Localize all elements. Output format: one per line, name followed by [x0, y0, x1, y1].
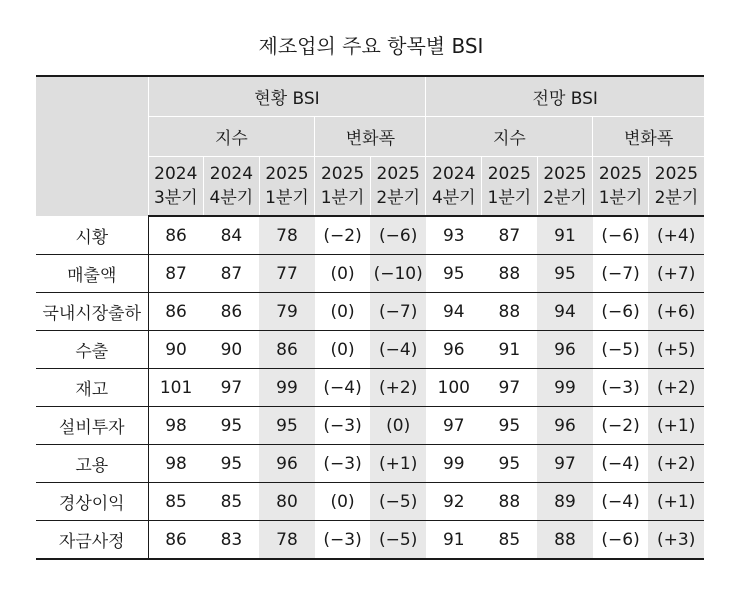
table-cell: (−4)	[315, 369, 371, 407]
row-label: 매출액	[36, 255, 148, 293]
period-year: 2024	[209, 164, 254, 184]
period-quarter: 1분기	[598, 188, 643, 208]
period-header	[204, 157, 260, 217]
table-cell: 95	[204, 445, 260, 483]
table-row	[36, 216, 704, 255]
period-year: 2025	[265, 164, 309, 184]
table-cell: 86	[148, 216, 204, 255]
period-header	[315, 157, 371, 217]
table-cell: 97	[426, 407, 482, 445]
table-cell: 78	[259, 216, 315, 255]
row-label: 수출	[36, 331, 148, 369]
table-cell: (−3)	[315, 407, 371, 445]
table-cell: (−6)	[370, 216, 426, 255]
table-cell: 88	[482, 255, 538, 293]
table-cell: 84	[204, 216, 260, 255]
table-cell: (+1)	[370, 445, 426, 483]
table-cell: 99	[426, 445, 482, 483]
period-header	[537, 157, 593, 217]
table-cell: 91	[482, 331, 538, 369]
bsi-table	[36, 75, 704, 560]
table-cell: (−4)	[593, 445, 649, 483]
period-quarter: 4분기	[431, 188, 476, 208]
table-cell: 95	[482, 407, 538, 445]
table-cell: (0)	[315, 255, 371, 293]
table-cell: 88	[537, 521, 593, 560]
row-label: 자금사정	[36, 521, 148, 560]
row-label: 설비투자	[36, 407, 148, 445]
table-cell: (+3)	[648, 521, 704, 560]
table-cell: (+1)	[648, 483, 704, 521]
table-row	[36, 407, 704, 445]
table-cell: (−3)	[315, 521, 371, 560]
table-cell: 95	[426, 255, 482, 293]
group-header-current: 현황 BSI	[148, 76, 426, 117]
subgroup-header-change: 변화폭	[593, 117, 704, 157]
table-cell: 96	[537, 331, 593, 369]
table-cell: 88	[482, 483, 538, 521]
row-label: 경상이익	[36, 483, 148, 521]
table-cell: (−4)	[593, 483, 649, 521]
table-cell: 97	[482, 369, 538, 407]
period-header	[370, 157, 426, 217]
table-cell: 101	[148, 369, 204, 407]
table-cell: (0)	[370, 407, 426, 445]
table-cell: 94	[426, 293, 482, 331]
subgroup-header-index: 지수	[426, 117, 593, 157]
table-cell: (0)	[315, 483, 371, 521]
period-quarter: 1분기	[320, 188, 365, 208]
table-cell: (−10)	[370, 255, 426, 293]
period-year: 2025	[654, 164, 699, 184]
period-year: 2025	[598, 164, 643, 184]
table-cell: 96	[259, 445, 315, 483]
table-cell: 79	[259, 293, 315, 331]
period-year: 2024	[432, 164, 476, 184]
table-cell: 86	[204, 293, 260, 331]
table-cell: 86	[148, 293, 204, 331]
period-year: 2025	[376, 164, 420, 184]
table-cell: 91	[426, 521, 482, 560]
period-year: 2025	[320, 164, 365, 184]
table-cell: 85	[148, 483, 204, 521]
table-cell: (−5)	[370, 521, 426, 560]
table-cell: 99	[537, 369, 593, 407]
table-cell: (0)	[315, 293, 371, 331]
table-cell: (−3)	[315, 445, 371, 483]
table-cell: 88	[482, 293, 538, 331]
group-header-outlook: 전망 BSI	[426, 76, 704, 117]
table-cell: (−7)	[370, 293, 426, 331]
period-year: 2025	[487, 164, 531, 184]
period-year: 2025	[543, 164, 587, 184]
table-cell: 86	[148, 521, 204, 560]
table-cell: 83	[204, 521, 260, 560]
table-row	[36, 445, 704, 483]
table-cell: (−6)	[593, 293, 649, 331]
page-title: 제조업의 주요 항목별 BSI	[258, 34, 484, 58]
table-cell: 98	[148, 407, 204, 445]
table-row	[36, 483, 704, 521]
period-quarter: 1분기	[487, 188, 532, 208]
table-cell: (−2)	[593, 407, 649, 445]
table-cell: (−3)	[593, 369, 649, 407]
table-cell: 96	[426, 331, 482, 369]
table-cell: (+5)	[648, 331, 704, 369]
table-cell: 86	[259, 331, 315, 369]
table-cell: (−7)	[593, 255, 649, 293]
table-cell: 93	[426, 216, 482, 255]
row-label: 고용	[36, 445, 148, 483]
table-cell: 92	[426, 483, 482, 521]
table-cell: (+2)	[370, 369, 426, 407]
table-cell: (−5)	[593, 331, 649, 369]
table-cell: 91	[537, 216, 593, 255]
table-cell: 95	[259, 407, 315, 445]
period-quarter: 3분기	[153, 188, 198, 208]
table-row	[36, 255, 704, 293]
table-cell: (+2)	[648, 369, 704, 407]
table-cell: (−4)	[370, 331, 426, 369]
table-cell: 87	[204, 255, 260, 293]
table-cell: 90	[148, 331, 204, 369]
table-cell: (+1)	[648, 407, 704, 445]
table-cell: 78	[259, 521, 315, 560]
table-cell: 99	[259, 369, 315, 407]
table-cell: (−2)	[315, 216, 371, 255]
period-header	[482, 157, 538, 217]
table-row	[36, 293, 704, 331]
period-quarter: 4분기	[209, 188, 254, 208]
table-cell: (+2)	[648, 445, 704, 483]
period-header	[593, 157, 649, 217]
table-cell: (0)	[315, 331, 371, 369]
table-cell: 87	[148, 255, 204, 293]
table-body	[36, 216, 704, 559]
table-row	[36, 331, 704, 369]
table-cell: 100	[426, 369, 482, 407]
table-cell: (+6)	[648, 293, 704, 331]
period-header	[426, 157, 482, 217]
period-header	[148, 157, 204, 217]
table-cell: 95	[482, 445, 538, 483]
row-label: 재고	[36, 369, 148, 407]
period-quarter: 2분기	[543, 188, 587, 208]
table-cell: 94	[537, 293, 593, 331]
period-quarter: 2분기	[654, 188, 699, 208]
subgroup-header-index: 지수	[148, 117, 315, 157]
table-cell: (+4)	[648, 216, 704, 255]
row-label: 시황	[36, 216, 148, 255]
table-cell: (−5)	[370, 483, 426, 521]
period-quarter: 1분기	[265, 188, 309, 208]
period-year: 2024	[154, 164, 198, 184]
subgroup-header-change: 변화폭	[315, 117, 426, 157]
table-cell: (−6)	[593, 521, 649, 560]
table-cell: 87	[482, 216, 538, 255]
table-row	[36, 521, 704, 560]
table-cell: 97	[537, 445, 593, 483]
table-cell: 77	[259, 255, 315, 293]
table-cell: 85	[204, 483, 260, 521]
table-row	[36, 369, 704, 407]
table-cell: 95	[537, 255, 593, 293]
table-cell: 95	[204, 407, 260, 445]
table-cell: (+7)	[648, 255, 704, 293]
table-cell: 89	[537, 483, 593, 521]
period-header	[259, 157, 315, 217]
table-cell: 90	[204, 331, 260, 369]
table-cell: 80	[259, 483, 315, 521]
table-cell: (−6)	[593, 216, 649, 255]
table-cell: 98	[148, 445, 204, 483]
period-header	[648, 157, 704, 217]
table-cell: 97	[204, 369, 260, 407]
header-corner	[36, 76, 148, 216]
row-label: 국내시장출하	[36, 293, 148, 331]
table-cell: 85	[482, 521, 538, 560]
period-quarter: 2분기	[376, 188, 421, 208]
table-header	[36, 76, 704, 216]
table-cell: 96	[537, 407, 593, 445]
